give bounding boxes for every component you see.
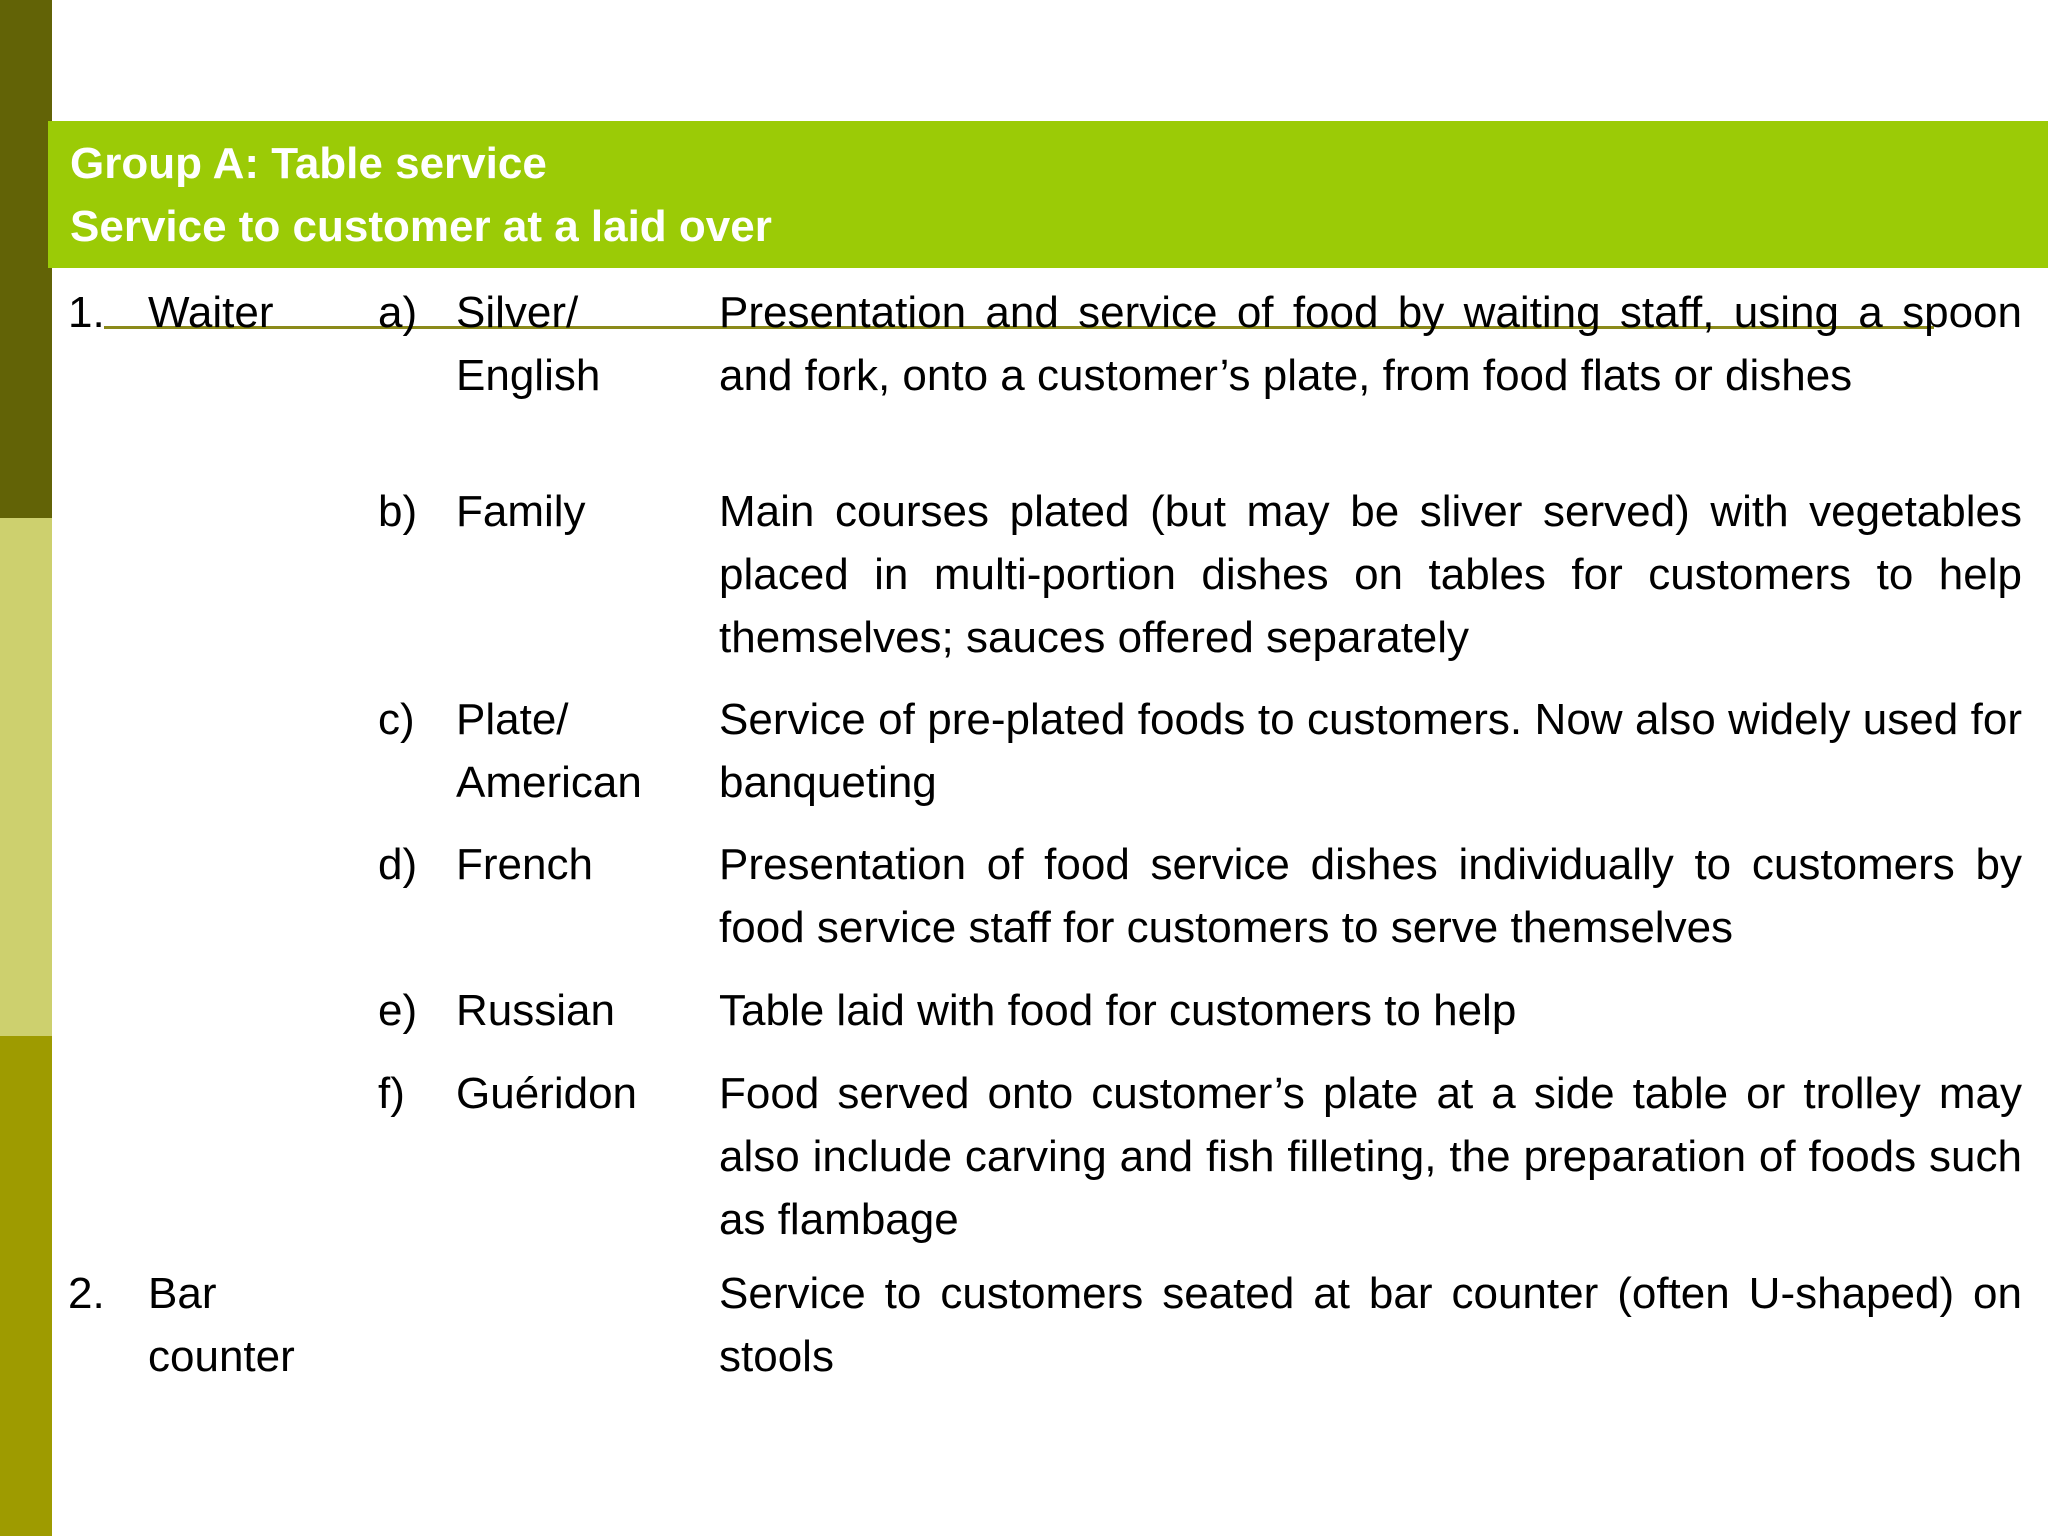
sidebar-segment-light: [0, 518, 52, 1036]
row-letter: f): [378, 1069, 405, 1118]
row-number: 2.: [68, 1269, 105, 1318]
row-description: Main courses plated (but may be sliver served) with vegetables placed in multi-portion dishes on tables for customers to help themselves; sauces offered separately: [719, 487, 2022, 662]
row-letter: b): [378, 487, 418, 536]
header-subtitle: Service to customer at a laid over: [70, 202, 772, 251]
row-style: Guéridon: [456, 1069, 638, 1118]
row-style: Plate/ American: [456, 695, 642, 807]
row-letter: c): [378, 695, 415, 744]
row-description: Service to customers seated at bar counter (often U-shaped) on stools: [719, 1269, 2022, 1381]
row-style: French: [456, 840, 593, 889]
row-description: Presentation of food service dishes individually to customers by food service staff for customers to serve themselves: [719, 840, 2022, 952]
row-letter: e): [378, 986, 418, 1035]
row-description: Table laid with food for customers to help: [719, 986, 1517, 1035]
row-letter: a): [378, 288, 418, 337]
row-number: 1.: [68, 288, 105, 337]
row-description: Presentation and service of food by waiting staff, using a spoon and fork, onto a customer’s plate, from food flats or dishes: [719, 288, 2022, 400]
sidebar-segment-dark: [0, 0, 52, 518]
row-letter: d): [378, 840, 418, 889]
row-style: Russian: [456, 986, 615, 1035]
row-category: Waiter: [148, 288, 274, 337]
row-category: Bar counter: [148, 1269, 295, 1381]
row-style: Family: [456, 487, 586, 536]
row-style: Silver/ English: [456, 288, 601, 400]
row-description: Food served onto customer’s plate at a side table or trolley may also include carving and fish filleting, the preparation of foods such as flambage: [719, 1069, 2022, 1244]
row-description: Service of pre-plated foods to customers. Now also widely used for banqueting: [719, 695, 2022, 807]
header-title: Group A: Table service: [70, 139, 547, 188]
sidebar-segment-mid: [0, 1036, 52, 1536]
